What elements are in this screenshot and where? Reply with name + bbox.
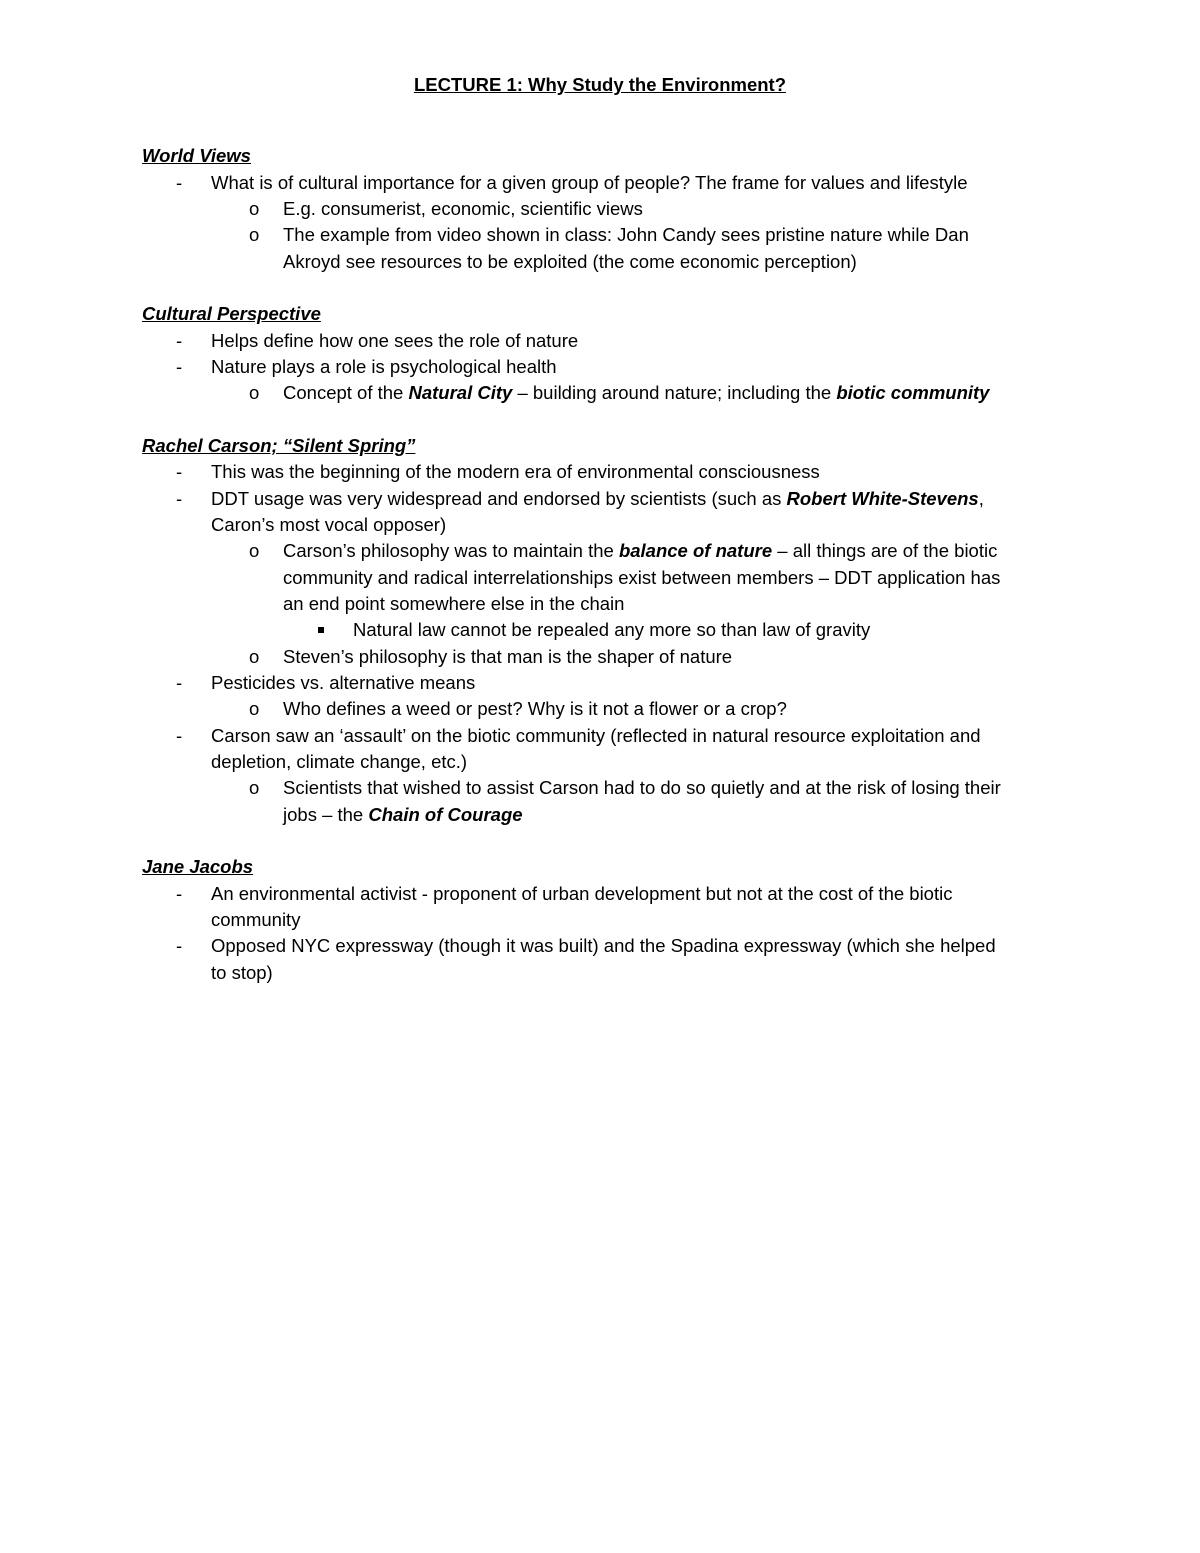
text-run: , bbox=[978, 488, 984, 509]
text-run: DDT usage was very widespread and endorsed by scientists (such as bbox=[211, 488, 787, 509]
sub-sub-list-item: Natural law cannot be repealed any more so than law of gravity bbox=[353, 619, 871, 640]
list-item-continuation: depletion, climate change, etc.) bbox=[211, 751, 468, 772]
emphasis-term: Natural City bbox=[408, 382, 513, 403]
list-item: Pesticides vs. alternative means bbox=[211, 672, 476, 693]
square-bullet bbox=[318, 627, 324, 633]
dash-bullet: - bbox=[176, 935, 183, 956]
circle-bullet: o bbox=[249, 224, 260, 245]
sub-list-item bbox=[283, 380, 989, 406]
sub-list-item: Scientists that wished to assist Carson had to do so quietly and at the risk of losing their bbox=[283, 777, 1001, 798]
sub-list-item-continuation: an end point somewhere else in the chain bbox=[283, 593, 625, 614]
dash-bullet: - bbox=[176, 172, 183, 193]
text-run: – building around nature; including the bbox=[512, 382, 837, 403]
dash-bullet: - bbox=[176, 461, 183, 482]
list-item: An environmental activist - proponent of urban development but not at the cost of the biotic bbox=[211, 883, 953, 904]
sub-list-item-continuation: community and radical interrelationships exist between members – DDT application has bbox=[283, 567, 1001, 588]
circle-bullet: o bbox=[249, 698, 260, 719]
sub-list-item: Who defines a weed or pest? Why is it not a flower or a crop? bbox=[283, 698, 787, 719]
emphasis-term: Chain of Courage bbox=[368, 804, 523, 825]
section-heading-world-views: World Views bbox=[142, 145, 251, 166]
emphasis-term: Robert White-Stevens bbox=[786, 488, 979, 509]
dash-bullet: - bbox=[176, 672, 183, 693]
dash-bullet: - bbox=[176, 725, 183, 746]
list-item: Opposed NYC expressway (though it was built) and the Spadina expressway (which she helped bbox=[211, 935, 996, 956]
sub-list-item: Steven’s philosophy is that man is the shaper of nature bbox=[283, 646, 733, 667]
list-item: This was the beginning of the modern era of environmental consciousness bbox=[211, 461, 820, 482]
sub-list-item-continuation bbox=[283, 802, 523, 828]
list-item: What is of cultural importance for a given group of people? The frame for values and lifestyle bbox=[211, 172, 968, 193]
list-item: Carson saw an ‘assault’ on the biotic community (reflected in natural resource exploitation and bbox=[211, 725, 981, 746]
dash-bullet: - bbox=[176, 330, 183, 351]
text-run: – all things are of the biotic bbox=[772, 540, 998, 561]
section-heading-cultural-perspective: Cultural Perspective bbox=[142, 303, 321, 324]
section-heading-jane-jacobs: Jane Jacobs bbox=[142, 856, 254, 877]
list-item bbox=[211, 486, 984, 512]
circle-bullet: o bbox=[249, 777, 260, 798]
text-run: Carson’s philosophy was to maintain the bbox=[283, 540, 619, 561]
emphasis-term: balance of nature bbox=[618, 540, 773, 561]
circle-bullet: o bbox=[249, 646, 260, 667]
dash-bullet: - bbox=[176, 356, 183, 377]
sub-list-item-continuation: Akroyd see resources to be exploited (the come economic perception) bbox=[283, 251, 857, 272]
text-run: jobs – the bbox=[283, 804, 369, 825]
circle-bullet: o bbox=[249, 382, 260, 403]
sub-list-item: E.g. consumerist, economic, scientific views bbox=[283, 198, 643, 219]
list-item-continuation: Caron’s most vocal opposer) bbox=[211, 514, 447, 535]
section-heading-rachel-carson: Rachel Carson; “Silent Spring” bbox=[142, 435, 416, 456]
list-item: Helps define how one sees the role of nature bbox=[211, 330, 579, 351]
dash-bullet: - bbox=[176, 883, 183, 904]
sub-list-item bbox=[283, 538, 997, 564]
circle-bullet: o bbox=[249, 540, 260, 561]
page-title: LECTURE 1: Why Study the Environment? bbox=[413, 74, 787, 95]
list-item: Nature plays a role is psychological health bbox=[211, 356, 557, 377]
list-item-continuation: to stop) bbox=[211, 962, 273, 983]
dash-bullet: - bbox=[176, 488, 183, 509]
list-item-continuation: community bbox=[211, 909, 301, 930]
sub-list-item: The example from video shown in class: John Candy sees pristine nature while Dan bbox=[283, 224, 969, 245]
emphasis-term: biotic community bbox=[836, 382, 990, 403]
circle-bullet: o bbox=[249, 198, 260, 219]
text-run: Concept of the bbox=[283, 382, 409, 403]
